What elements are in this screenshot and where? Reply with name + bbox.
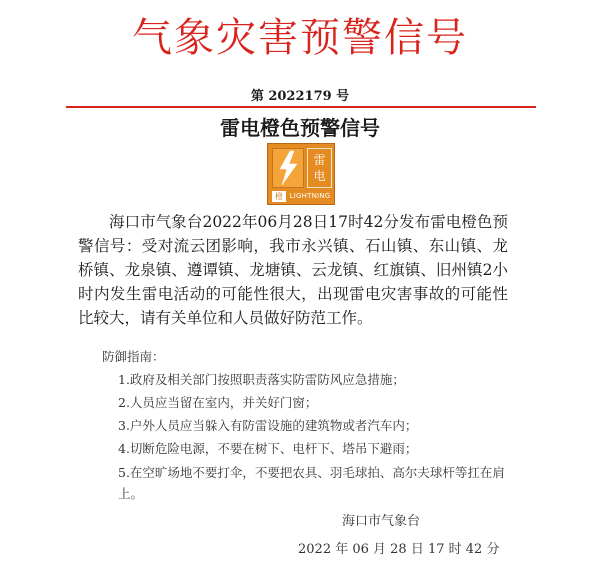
guide-title: 防御指南： bbox=[102, 349, 165, 364]
signal-en-label: LIGHTNING bbox=[289, 192, 331, 200]
lightning-signal-badge bbox=[267, 143, 335, 205]
header-divider bbox=[66, 106, 536, 108]
signal-cn-top: 雷 bbox=[313, 153, 326, 167]
guide-item: 1.政府及相关部门按照职责落实防雷防风应急措施； bbox=[118, 372, 405, 387]
defense-guide bbox=[78, 345, 508, 504]
issue-time: 2022 年 06 月 28 日 17 时 42 分 bbox=[298, 542, 500, 557]
signal-level-label: 橙 bbox=[272, 191, 286, 202]
lightning-icon bbox=[272, 148, 304, 188]
guide-item: 5.在空旷场地不要打伞，不要把农具、羽毛球拍、高尔夫球杆等扛在肩上。 bbox=[118, 465, 505, 501]
guide-item: 2.人员应当留在室内，并关好门窗； bbox=[118, 395, 318, 410]
signal-title: 雷电橙色预警信号 bbox=[220, 116, 380, 140]
page-title: 气象灾害预警信号 bbox=[132, 15, 468, 61]
guide-item: 3.户外人员应当躲入有防雷设施的建筑物或者汽车内； bbox=[118, 418, 418, 433]
warning-body bbox=[78, 210, 508, 330]
signal-cn-label bbox=[307, 148, 332, 188]
guide-item: 4.切断危险电源，不要在树下、电杆下、塔吊下避雨； bbox=[118, 441, 418, 456]
issuer-name: 海口市气象台 bbox=[342, 514, 421, 529]
document-number: 第 2022179 号 bbox=[250, 89, 350, 104]
signal-cn-bottom: 电 bbox=[313, 169, 326, 183]
warning-paragraph: 海口市气象台2022年06月28日17时42分发布雷电橙色预警信号：受对流云团影响，我市永兴镇、石山镇、东山镇、龙桥镇、龙泉镇、遵谭镇、龙塘镇、云龙镇、红旗镇、旧州镇2小时内发生雷电活动的可能性很大，出现雷电灾害事故的可能性比较大，请有关单位和人员做好防范工作。 bbox=[78, 213, 508, 327]
